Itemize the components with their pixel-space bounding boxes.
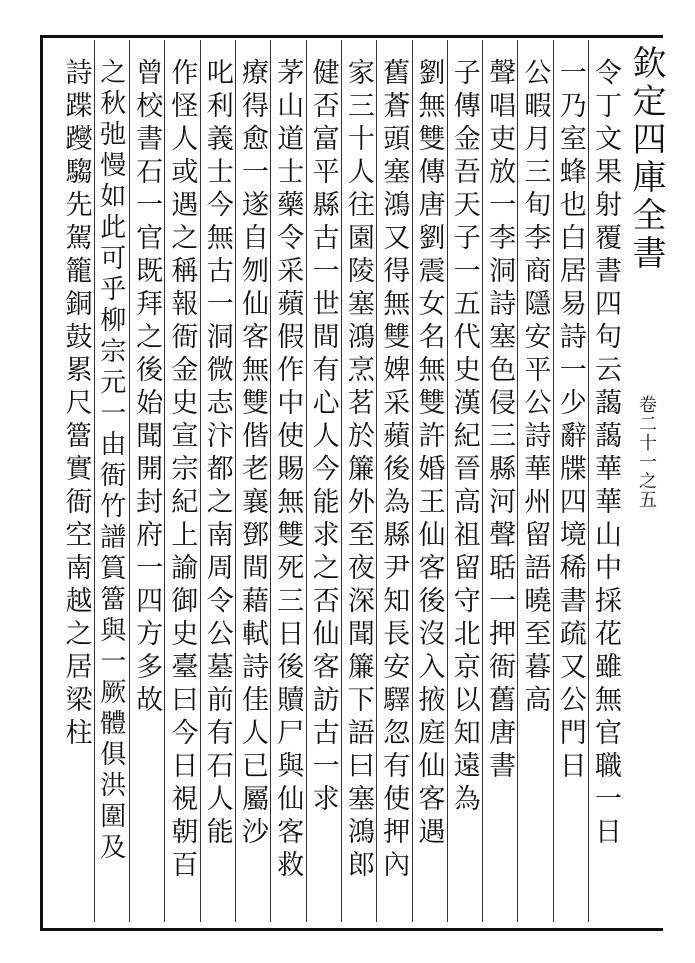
volume-label: 卷二十一之五	[636, 395, 657, 509]
column-rule	[235, 40, 236, 922]
column-rule	[129, 40, 130, 922]
text-column-13: 作怪人或遇之稱報衙金史宣宗紀上諭御史臺曰今日視朝百	[166, 58, 198, 883]
text-column-16: 詩蹀躞騶先駕籠銅鼓累尺簹實衙空南越之居梁柱	[60, 58, 92, 751]
text-column-5: 子傳金吾天子一五代史漢紀晉高祖留守北京以知遠為	[448, 58, 480, 817]
column-rule	[588, 40, 589, 922]
text-column-14: 曾校書石一官既拜之後始聞開封府一四方多故	[131, 58, 163, 718]
text-column-10: 茅山道士藥令采蘋假作中使賜無雙死三日後贖尸與仙客救	[272, 58, 304, 883]
text-column-2: 一乃室蜂也白居易詩一少辭牒四境稀書疏又公門日	[554, 58, 586, 784]
column-rule	[341, 40, 342, 922]
text-column-15: 之秋弛慢如此可乎柳宗元一由衙竹譜篔簹與一厥體俱洪圍及	[95, 58, 126, 864]
column-rule	[164, 40, 165, 922]
text-column-6: 劉無雙傳唐劉震女名無雙許婚王仙客後沒入掖庭仙客遇	[413, 58, 445, 850]
book-title: 欽定四庫全書	[626, 45, 666, 273]
column-rule	[447, 40, 448, 922]
text-column-1: 令丁文果射覆書四句云藹藹華華山中採花雖無官職一日	[590, 58, 621, 850]
column-rule	[270, 40, 271, 922]
column-rule	[482, 40, 483, 922]
column-rule	[94, 40, 95, 922]
text-column-7: 舊蒼頭塞鴻又得無雙婢采蘋後為縣尹知長安驛忽有使押內	[378, 58, 410, 883]
column-rule	[553, 40, 554, 922]
text-column-8: 家三十人往園陵塞鴻烹茗於簾外至夜深聞簾下語曰塞鴻郎	[342, 58, 374, 883]
column-rule	[376, 40, 377, 922]
text-column-3: 公暇月三旬李商隱安平公詩華州留語曉至暮高	[519, 58, 551, 718]
text-column-4: 聲唱吏放一李洞詩塞色侵三縣河聲聒一押衙舊唐書	[484, 58, 516, 784]
text-column-11: 療得愈一遂自刎仙客無雙偕老襄鄧間藉軾詩佳人已屬沙	[237, 58, 268, 850]
text-column-12: 叱利義士今無古一洞微志汴都之南周令公墓前有石人能	[201, 58, 233, 850]
column-rule	[200, 40, 201, 922]
column-rule	[412, 40, 413, 922]
text-column-9: 健否富平縣古一世間有心人今能求之否仙客訪古一求	[307, 58, 339, 817]
column-rule	[517, 40, 518, 922]
column-rule	[306, 40, 307, 922]
